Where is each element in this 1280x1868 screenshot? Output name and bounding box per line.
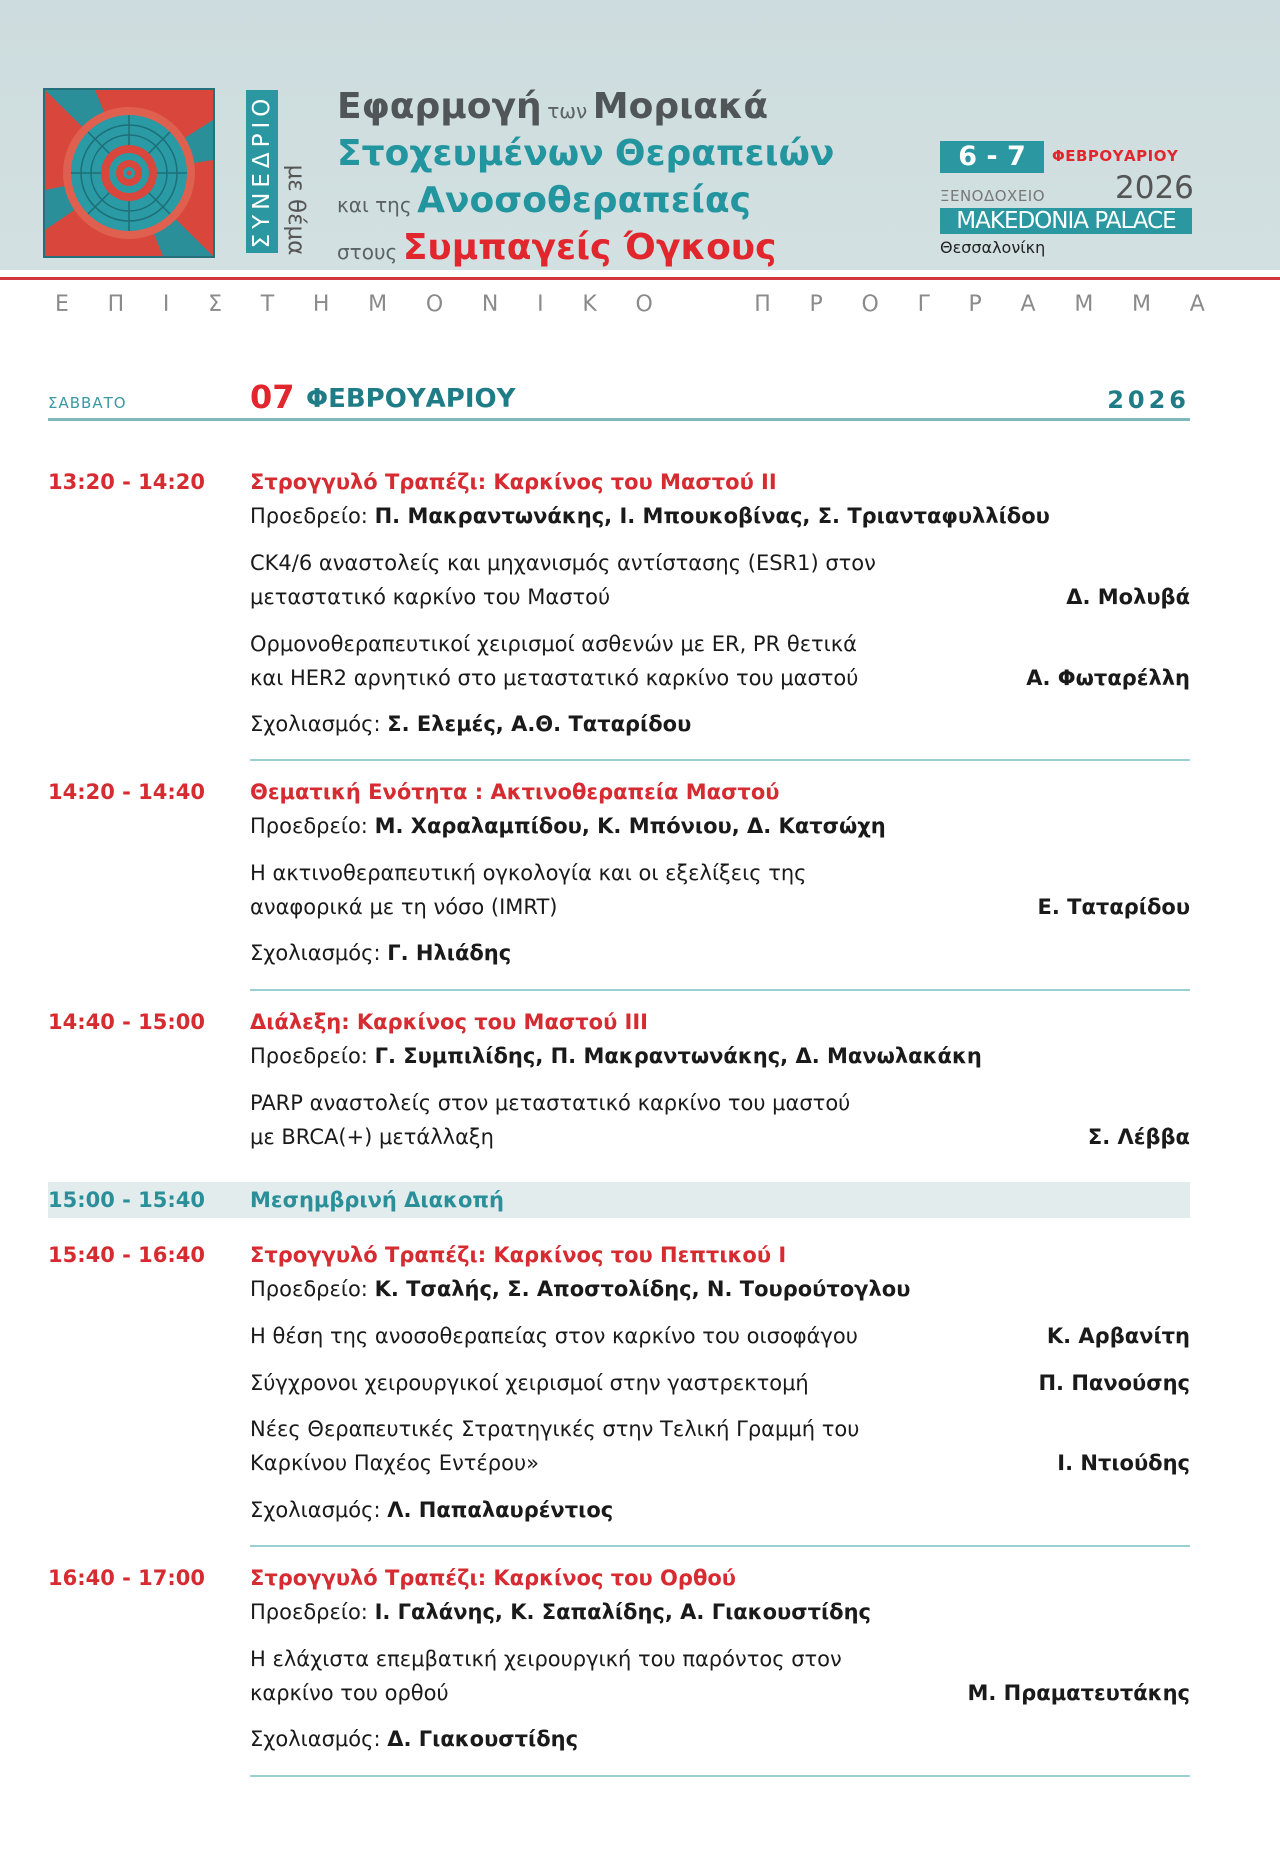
session-divider xyxy=(250,759,1190,761)
session-divider xyxy=(250,989,1190,991)
program-heading-letter: Ρ xyxy=(809,292,823,317)
talk-speaker: Α. Φωταρέλλη xyxy=(1026,666,1190,690)
program-heading-letter: Η xyxy=(312,292,330,317)
talk-speaker: Μ. Πραματευτάκης xyxy=(967,1681,1190,1705)
session-title: Στρογγυλό Τραπέζι: Καρκίνος του Πεπτικού Ι xyxy=(250,1243,787,1267)
event-month: ΦΕΒΡΟΥΑΡΙΟΥ xyxy=(1052,147,1179,165)
comment-names: Γ. Ηλιάδης xyxy=(387,941,512,965)
day-year: 2026 xyxy=(1107,386,1190,414)
title-word: Στοχευμένων xyxy=(337,133,604,174)
talk-title: PARP αναστολείς στον μεταστατικό καρκίνο του μαστού xyxy=(250,1091,851,1115)
session-chairs xyxy=(250,1044,982,1068)
talk-speaker: Σ. Λέββα xyxy=(1087,1125,1190,1149)
break-time: 15:00 - 15:40 xyxy=(48,1188,206,1212)
vertical-label: ΣΥΝΕΔΡΙΟ xyxy=(249,93,275,249)
talk-title: και HER2 αρνητικό στο μεταστατικό καρκίνο του μαστού xyxy=(250,666,859,690)
talk-title: Η θέση της ανοσοθεραπείας στον καρκίνο του οισοφάγου xyxy=(250,1324,858,1348)
session-chairs xyxy=(250,1277,910,1301)
comment-label: Σχολιασμός: xyxy=(250,1727,381,1751)
session-title: Διάλεξη: Καρκίνος του Μαστού ΙΙΙ xyxy=(250,1010,648,1034)
talk-title: με BRCA(+) μετάλλαξη xyxy=(250,1125,494,1149)
day-month: ΦΕΒΡΟΥΑΡΙΟΥ xyxy=(306,384,516,414)
session-divider xyxy=(250,1545,1190,1547)
session-time: 16:40 - 17:00 xyxy=(48,1566,206,1590)
talk-title: καρκίνο του ορθού xyxy=(250,1681,449,1705)
comment-names: Δ. Γιακουστίδης xyxy=(387,1727,579,1751)
title-word: Θεραπειών xyxy=(614,133,835,174)
comment-label: Σχολιασμός: xyxy=(250,712,381,736)
chair-names: Π. Μακραντωνάκης, Ι. Μπουκοβίνας, Σ. Τριανταφυλλίδου xyxy=(374,504,1050,528)
program-heading-letter: Ι xyxy=(537,292,544,317)
session-time: 15:40 - 16:40 xyxy=(48,1243,206,1267)
header-divider xyxy=(0,277,1280,280)
session-time: 14:40 - 15:00 xyxy=(48,1010,206,1034)
program-heading-letter: Σ xyxy=(208,292,223,317)
talk-title: CK4/6 αναστολείς και μηχανισμός αντίστασης (ESR1) στον xyxy=(250,551,876,575)
conference-header xyxy=(0,0,1280,270)
program-heading-letter: Ο xyxy=(861,292,879,317)
session-title: Στρογγυλό Τραπέζι: Καρκίνος του Μαστού ΙΙ xyxy=(250,470,777,494)
conference-title xyxy=(337,86,834,274)
chair-label: Προεδρείο: xyxy=(250,1044,368,1068)
title-word: Εφαρμογή xyxy=(337,86,542,127)
talk-title: Σύγχρονοι χειρουργικοί χειρισμοί στην γαστρεκτομή xyxy=(250,1371,809,1395)
program-heading-letter xyxy=(692,292,716,317)
session-chairs xyxy=(250,504,1050,528)
title-small: των xyxy=(547,99,588,123)
chair-label: Προεδρείο: xyxy=(250,504,368,528)
day-name: ΣΑΒΒΑΤΟ xyxy=(48,394,127,412)
program-heading-letter: Ο xyxy=(635,292,653,317)
title-small: στους xyxy=(337,240,398,264)
session-comment xyxy=(250,1727,578,1751)
program-heading-letter: Π xyxy=(107,292,125,317)
talk-title: Καρκίνου Παχέος Εντέρου» xyxy=(250,1451,539,1475)
event-dates: 6 - 7 xyxy=(940,141,1044,173)
day-number: 07 xyxy=(250,378,295,416)
title-word: Μοριακά xyxy=(592,86,769,127)
comment-names: Λ. Παπαλαυρέντιος xyxy=(387,1498,614,1522)
day-header xyxy=(48,380,1190,421)
title-word: Συμπαγείς Όγκους xyxy=(402,227,777,268)
program-heading-letter: Μ xyxy=(1074,292,1094,317)
program-heading-letter: Ι xyxy=(162,292,170,317)
program-heading-letter: Κ xyxy=(582,292,597,317)
program-heading-letter: Α xyxy=(1020,292,1036,317)
talk-speaker: Π. Πανούσης xyxy=(1038,1371,1190,1395)
break-row xyxy=(48,1182,1190,1218)
session-chairs xyxy=(250,814,886,838)
chair-label: Προεδρείο: xyxy=(250,1277,368,1301)
program-heading-letter: Τ xyxy=(260,292,275,317)
talk-title: Ορμονοθεραπευτικοί χειρισμοί ασθενών με ER, PR θετικά xyxy=(250,632,858,656)
vertical-sublabel: με θέμα xyxy=(283,164,309,256)
session-time: 13:20 - 14:20 xyxy=(48,470,206,494)
session-title: Θεματική Ενότητα : Ακτινοθεραπεία Μαστού xyxy=(250,780,780,804)
program-heading-letter: Ο xyxy=(425,292,444,317)
break-label: Μεσημβρινή Διακοπή xyxy=(250,1188,504,1212)
program-heading xyxy=(55,292,1205,317)
conference-logo-image xyxy=(43,88,215,258)
session-comment xyxy=(250,1498,613,1522)
city-name: Θεσσαλονίκη xyxy=(940,238,1046,257)
title-small: και της xyxy=(337,193,412,217)
chair-names: Μ. Χαραλαμπίδου, Κ. Μπόνιου, Δ. Κατσώχη xyxy=(374,814,886,838)
comment-names: Σ. Ελεμές, Α.Θ. Ταταρίδου xyxy=(387,712,692,736)
program-heading-letter: Γ xyxy=(917,292,930,317)
session-time: 14:20 - 14:40 xyxy=(48,780,206,804)
session-chairs xyxy=(250,1600,871,1624)
program-heading-letter: Μ xyxy=(1132,292,1152,317)
talk-speaker: Δ. Μολυβά xyxy=(1066,585,1190,609)
comment-label: Σχολιασμός: xyxy=(250,941,381,965)
comment-label: Σχολιασμός: xyxy=(250,1498,381,1522)
chair-names: Ι. Γαλάνης, Κ. Σαπαλίδης, Α. Γιακουστίδης xyxy=(374,1600,871,1624)
talk-title: Νέες Θεραπευτικές Στρατηγικές στην Τελική Γραμμή του xyxy=(250,1417,860,1441)
session-title: Στρογγυλό Τραπέζι: Καρκίνος του Ορθού xyxy=(250,1566,736,1590)
program-heading-letter: Ν xyxy=(481,292,499,317)
program-heading-letter: Π xyxy=(754,292,771,317)
talk-title: αναφορικά με τη νόσο (IMRT) xyxy=(250,895,558,919)
talk-speaker: Ε. Ταταρίδου xyxy=(1037,895,1190,919)
talk-speaker: Ι. Ντιούδης xyxy=(1057,1451,1190,1475)
hotel-name: MAKEDONIA PALACE xyxy=(940,208,1192,234)
talk-title: Η ακτινοθεραπευτική ογκολογία και οι εξελίξεις της xyxy=(250,861,807,885)
session-divider xyxy=(250,1775,1190,1777)
hotel-label: ΞΕΝΟΔΟΧΕΙΟ xyxy=(940,187,1046,205)
program-heading-letter: Α xyxy=(1189,292,1205,317)
talk-title: Η ελάχιστα επεμβατική χειρουργική του παρόντος στον xyxy=(250,1647,842,1671)
chair-names: Κ. Τσαλής, Σ. Αποστολίδης, Ν. Τουρούτογλου xyxy=(374,1277,911,1301)
chair-label: Προεδρείο: xyxy=(250,1600,368,1624)
session-comment xyxy=(250,712,691,736)
talk-speaker: Κ. Αρβανίτη xyxy=(1046,1324,1190,1348)
event-year: 2026 xyxy=(1115,170,1194,206)
session-comment xyxy=(250,941,511,965)
program-heading-letter: Ρ xyxy=(968,292,982,317)
chair-names: Γ. Συμπιλίδης, Π. Μακραντωνάκης, Δ. Μανωλακάκη xyxy=(374,1044,982,1068)
program-heading-letter: Ε xyxy=(55,292,69,317)
talk-title: μεταστατικό καρκίνο του Μαστού xyxy=(250,585,611,609)
chair-label: Προεδρείο: xyxy=(250,814,368,838)
title-word: Ανοσοθεραπείας xyxy=(417,180,751,221)
program-heading-letter: Μ xyxy=(368,292,388,317)
